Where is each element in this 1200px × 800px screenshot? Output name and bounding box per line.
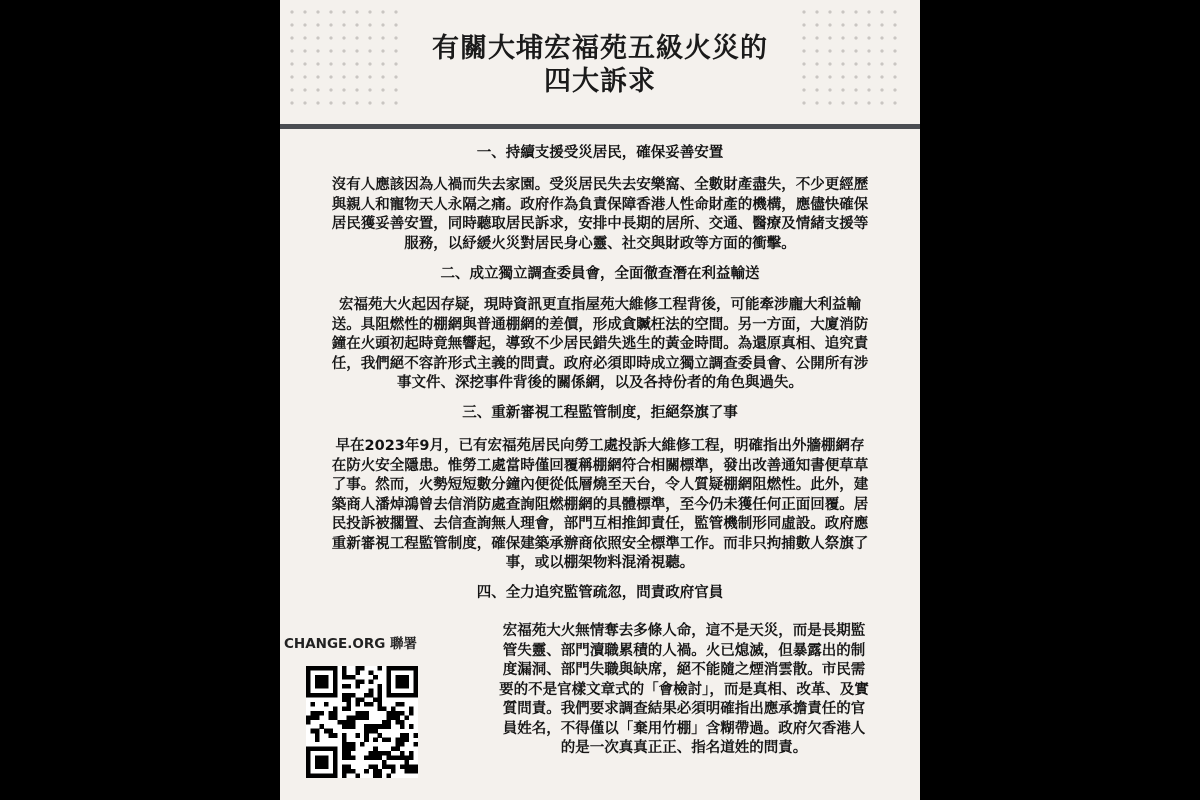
decorative-dot — [854, 23, 857, 26]
paragraph-line: 任，我們絕不容許形式主義的問責。政府必須即時成立獨立調查委員會、公開所有涉 — [331, 355, 869, 372]
decorative-dot — [355, 23, 358, 26]
decorative-dot — [303, 101, 306, 104]
paragraph-line: 宏福苑大火起因存疑，現時資訊更直指屋苑大維修工程背後，可能牽涉龐大利益輸 — [339, 297, 861, 313]
title-line-2: 四大訴求 — [544, 66, 656, 97]
decorative-dot — [394, 23, 397, 26]
decorative-dot — [381, 23, 384, 26]
paragraph-line: 事文件、深挖事件背後的關係網，以及各持份者的角色與過失。 — [397, 375, 803, 391]
paragraph-line: 質問責。我們要求調查結果必須明確指出應承擔責任的官 — [502, 701, 866, 717]
decorative-dot — [394, 10, 397, 13]
decorative-dot — [329, 101, 332, 104]
section-paragraph-2 — [296, 296, 904, 394]
section-heading-1: 一、持續支援受災居民，確保妥善安置 — [476, 145, 724, 161]
paragraph-line: 築商人潘焯鴻曾去信消防處查詢阻燃棚網的具體標準，至今仍未獲任何正面回覆。居 — [331, 496, 869, 513]
paragraph-line: 的是一次真真正正、指名道姓的問責。 — [560, 740, 808, 756]
paragraph-line: 了事。然而，火勢短短數分鐘內便從低層燒至天台，令人質疑棚網阻燃性。此外，建 — [331, 477, 869, 493]
decorative-dot — [815, 10, 818, 13]
decorative-dot — [815, 23, 818, 26]
decorative-dot — [893, 23, 896, 26]
section-heading-2: 二、成立獨立調查委員會，全面徹查潛在利益輸送 — [440, 266, 760, 282]
title-divider — [280, 124, 920, 129]
decorative-dot — [828, 23, 831, 26]
decorative-dot — [329, 10, 332, 13]
decorative-dot — [355, 10, 358, 13]
decorative-dot — [841, 23, 844, 26]
petition-poster — [280, 0, 920, 800]
decorative-dot — [841, 10, 844, 13]
paragraph-line: 度漏洞、部門失職與缺席，絕不能隨之煙消雲散。市民需 — [502, 662, 866, 678]
decorative-dot — [316, 10, 319, 13]
paragraph-line: 沒有人應該因為人禍而失去家園。受災居民失去安樂窩、全數財產盡失，不少更經歷 — [331, 177, 869, 193]
title-line-1: 有關大埔宏福苑五級火災的 — [432, 33, 768, 64]
decorative-dot — [867, 10, 870, 13]
paragraph-line: 居民獲妥善安置，同時聽取居民訴求，安排中長期的居所、交通、醫療及情緒支援等 — [331, 216, 869, 232]
decorative-dot — [381, 101, 384, 104]
decorative-dot — [867, 23, 870, 26]
decorative-dot — [802, 10, 805, 13]
decorative-dot — [316, 101, 319, 104]
decorative-dot — [867, 101, 870, 104]
paragraph-line: 服務，以紓緩火災對居民身心靈、社交與財政等方面的衝擊。 — [404, 235, 796, 252]
decorative-dot — [394, 101, 397, 104]
decorative-dot — [329, 23, 332, 26]
decorative-dot — [290, 23, 293, 26]
decorative-dot — [828, 101, 831, 104]
decorative-dot — [828, 10, 831, 13]
decorative-dot — [342, 23, 345, 26]
decorative-dot — [854, 101, 857, 104]
paragraph-line: 早在2023年9月，已有宏福苑居民向勞工處投訴大維修工程，明確指出外牆棚網存 — [335, 438, 865, 454]
decorative-dot — [802, 23, 805, 26]
decorative-dot — [290, 10, 293, 13]
section-paragraph-4 — [458, 622, 910, 759]
decorative-dot — [303, 23, 306, 26]
paragraph-line: 民投訴被擱置、去信查詢無人理會，部門互相推卸責任，監管機制形同虛設。政府應 — [331, 516, 869, 532]
decorative-dot — [802, 101, 805, 104]
paragraph-line: 重新審視工程監管制度，確保建築承辦商依照安全標準工作。而非只拘捕數人祭旗了 — [331, 535, 869, 552]
paragraph-line: 事，或以棚架物料混淆視聽。 — [505, 555, 695, 571]
decorative-dot — [815, 101, 818, 104]
decorative-dot — [893, 10, 896, 13]
decorative-dot — [342, 10, 345, 13]
decorative-dot — [368, 23, 371, 26]
decorative-dot — [368, 101, 371, 104]
section-paragraph-1 — [296, 176, 904, 254]
decorative-dot — [880, 101, 883, 104]
paragraph-line: 送。具阻燃性的棚網與普通棚網的差價，形成貪贓枉法的空間。另一方面，大廈消防 — [331, 316, 869, 333]
paragraph-line: 鐘在火頭初起時竟無響起，導致不少居民錯失逃生的黃金時間。為還原真相、追究責 — [331, 336, 869, 352]
decorative-dot — [342, 101, 345, 104]
paragraph-line: 管失靈、部門瀆職累積的人禍。火已熄滅，但暴露出的制 — [502, 642, 866, 659]
decorative-dot — [355, 101, 358, 104]
section-heading-4: 四、全力追究監管疏忽，問責政府官員 — [476, 585, 724, 601]
paragraph-line: 宏福苑大火無情奪去多條人命，這不是天災，而是長期監 — [502, 623, 866, 639]
paragraph-line: 員姓名，不得僅以「棄用竹棚」含糊帶過。政府欠香港人 — [502, 720, 866, 737]
decorative-dot — [854, 10, 857, 13]
paragraph-line: 要的不是官樣文章式的「會檢討」，而是真相、改革、及實 — [499, 681, 869, 698]
decorative-dot — [880, 23, 883, 26]
decorative-dot — [303, 10, 306, 13]
decorative-dot — [316, 23, 319, 26]
change-org-label: CHANGE.ORG 聯署 — [284, 636, 418, 652]
paragraph-line: 與親人和寵物天人永隔之痛。政府作為負責保障香港人性命財產的機構，應儘快確保 — [331, 196, 869, 213]
decorative-dot — [893, 101, 896, 104]
qr-code-icon[interactable] — [306, 666, 418, 778]
decorative-dot — [880, 10, 883, 13]
section-heading-3: 三、重新審視工程監管制度，拒絕祭旗了事 — [462, 405, 738, 421]
decorative-dot — [290, 101, 293, 104]
page-title — [280, 32, 920, 98]
decorative-dot — [381, 10, 384, 13]
section-paragraph-3 — [296, 437, 904, 574]
decorative-dot — [368, 10, 371, 13]
paragraph-line: 在防火安全隱患。惟勞工處當時僅回覆稱棚網符合相關標準，發出改善通知書便草草 — [331, 457, 869, 474]
decorative-dot — [841, 101, 844, 104]
